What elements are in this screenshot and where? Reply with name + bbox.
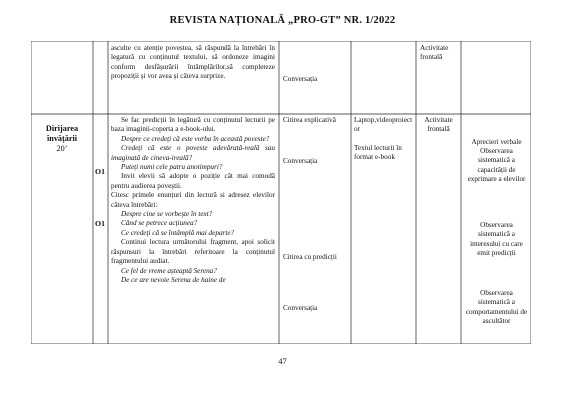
stage-cell (33, 124, 91, 154)
row2-organization: Activitate frontală (424, 116, 453, 134)
activity-question: Puteți numi cele patru anotimpuri? (121, 163, 223, 172)
row1-activities (111, 44, 275, 82)
stage-time: 20’ (56, 144, 68, 153)
evaluation-verbal: Aprecieri verbale (471, 138, 522, 146)
activity-question: Ce fel de vreme așteaptă Serena? (121, 266, 217, 275)
objective-o1-first: O1 (95, 167, 105, 176)
activity-question: Despre cine se vorbește în text? (121, 210, 213, 219)
method-conversation: Conversația (283, 157, 318, 165)
activity-question: Când se petrece acțiunea? (121, 219, 198, 228)
activity-question: Ce credeți că se întâmplă mai departe? (121, 228, 235, 237)
row1-activities-text: asculte cu atenție povestea, să răspundă la întrebări în legatură cu conținutul textului, să ordoneze imagini conform desfășurării întâmplărilor,să completeze propoziții și vor avea și câteva surprize. (111, 44, 275, 81)
method-explanatory-reading: Citirea explicativă (283, 116, 336, 124)
activity-line: Continui lectura următorului fragment, apoi solicit răspunsuri la întrebări referitoare la conținutul fragmentului audiat. (111, 238, 275, 266)
activity-question: De ce are nevoie Serena de haine de (121, 275, 226, 284)
row2-activities (111, 116, 275, 285)
resource-ebook: Textul lecturii în format e-book (354, 143, 402, 162)
method-conversation: Conversația (283, 304, 318, 312)
row1-organization (420, 44, 460, 63)
evaluation-listener: Observarea sistematică a comportamentului de ascultător (465, 289, 528, 326)
journal-header: REVISTA NAȚIONALĂ „PRO-GT” NR. 1/2022 (169, 15, 396, 26)
activity-line: Citesc primele enunțuri din lectură si adresez elevilor câteva întrebări: (111, 191, 275, 209)
method-prediction-reading: Citirea cu predicții (283, 253, 337, 261)
activity-question: Credeți că este o poveste adevărată-reală sau imaginată de cineva-ireală? (111, 144, 275, 162)
row1-method: Conversația (283, 75, 318, 83)
table-grid (31, 41, 531, 344)
resources-cell (354, 116, 414, 163)
row1-organization-text: Activitate frontală (420, 44, 449, 62)
activity-line: Invit elevii să adopte o poziție cât mai comodă pentru audierea poveștii. (111, 172, 275, 190)
stage-title: Dirijarea învățării (45, 124, 79, 143)
activity-line: Se fac predicții în legătură cu conținutul lecturii pe baza imaginii-coperta a e-book-ului. (111, 116, 275, 134)
activity-question: Despre ce credeți că este vorba în această poveste? (121, 134, 270, 143)
evaluation-expression: Observarea sistematică a capacității de exprimare a elevilor (467, 147, 526, 184)
resource-laptop: Laptop,videoproiector (354, 116, 413, 134)
lesson-plan-table (31, 41, 531, 344)
evaluation-interest: Observarea sistematică a interesului cu care emit predicții (470, 221, 523, 258)
objective-o1-second: O1 (95, 219, 105, 228)
page-number: 47 (278, 356, 287, 366)
